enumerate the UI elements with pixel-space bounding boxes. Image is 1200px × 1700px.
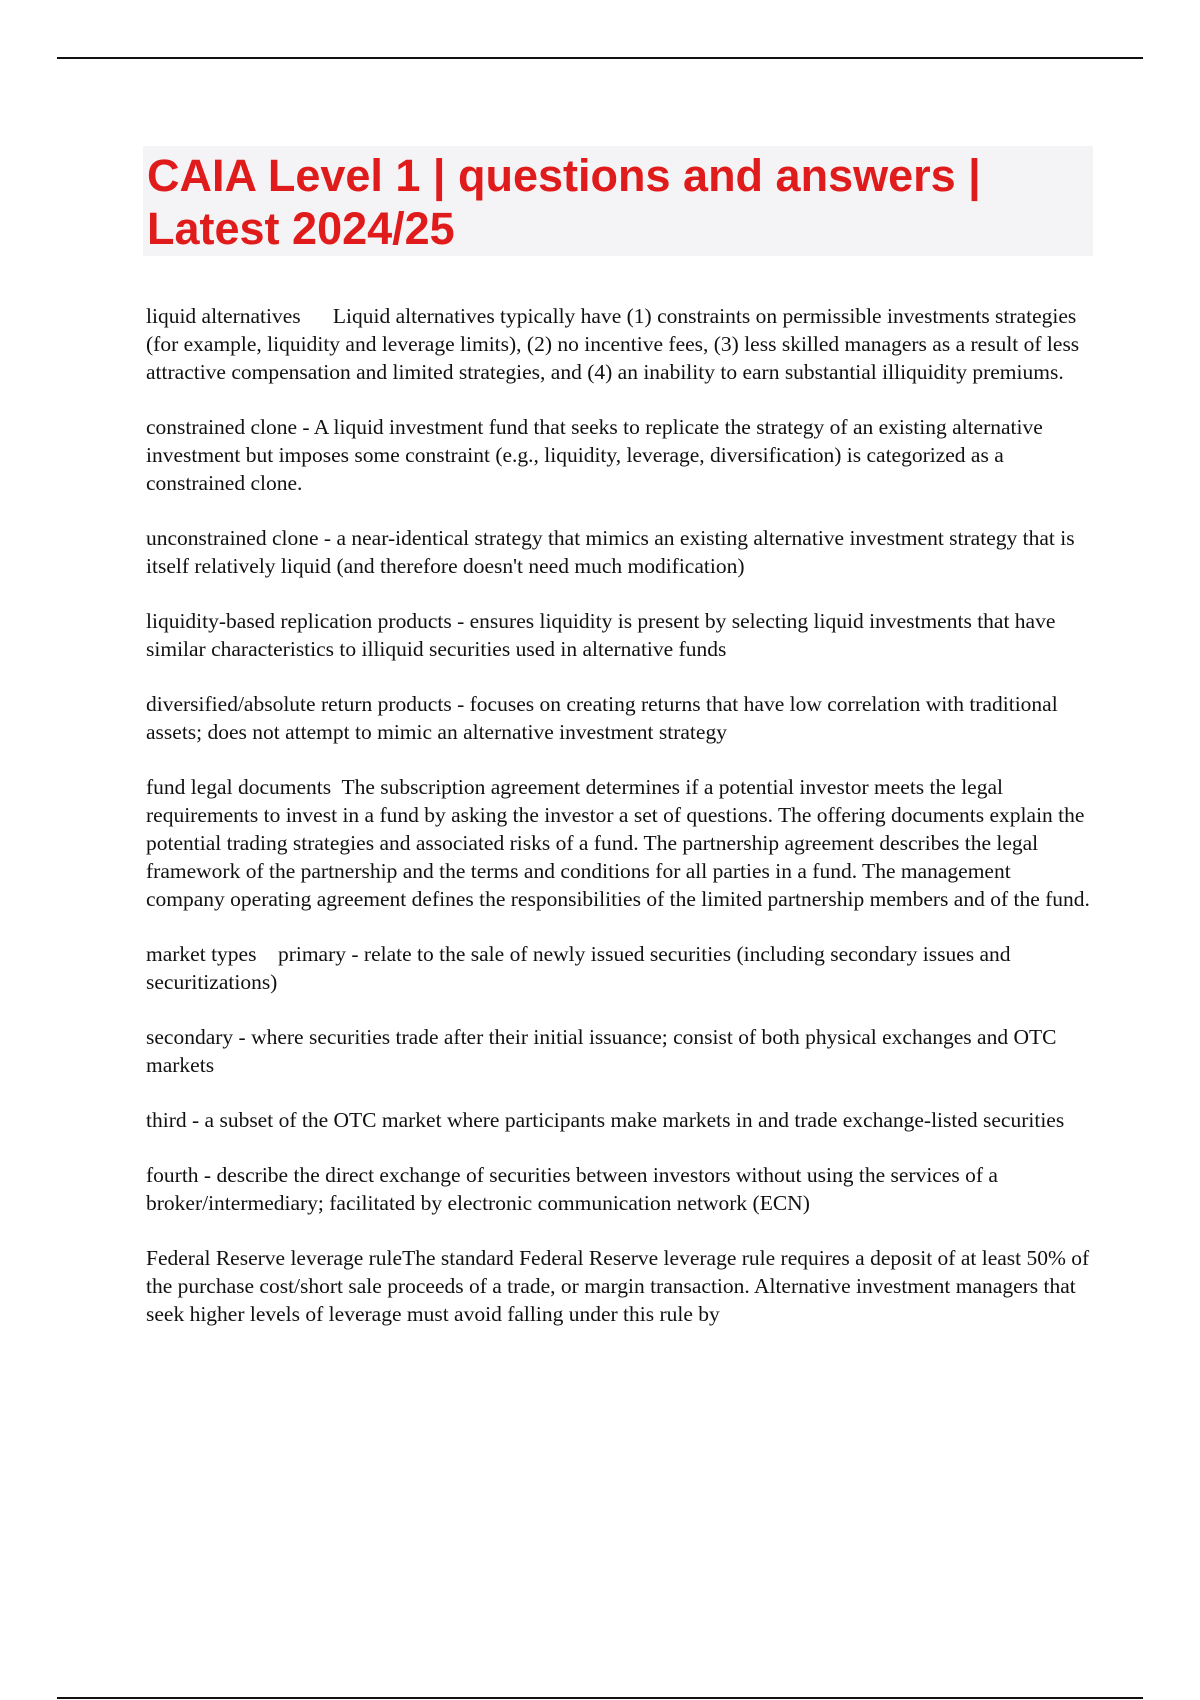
entry-separator — [256, 942, 278, 966]
entry-definition: The standard Federal Reserve leverage rule requires a deposit of at least 50% of the purchase cost/short sale proceeds of a trade, or margin transaction. Alternative investment managers that seek higher levels of leverage must avoid falling under this rule by — [146, 1246, 1095, 1326]
entry-separator — [331, 775, 341, 799]
document-body — [146, 302, 1095, 1355]
title-banner — [143, 146, 1093, 256]
entry-term: market types — [146, 942, 257, 966]
entry-diversified-absolute-return — [146, 690, 1092, 746]
entry-term: Federal Reserve leverage rule — [146, 1246, 403, 1270]
bottom-divider — [57, 1697, 1143, 1699]
entry-definition: ensures liquidity is present by selecting liquid investments that have similar characteristics to illiquid securities used in alternative funds — [146, 609, 1061, 661]
entry-separator — [301, 304, 333, 328]
entry-term: liquid alternatives — [146, 304, 301, 328]
entry-definition: The subscription agreement determines if a potential investor meets the legal requirements to invest in a fund by asking the investor a set of questions. The offering documents explain the potential trading strategies and associated risks of a fund. The partnership agreement describes the legal framework of the partnership and the terms and conditions for all parties in a fund. The management company operating agreement defines the responsibilities of the limited partnership members and of the fund. — [146, 775, 1090, 911]
entry-unconstrained-clone — [146, 524, 1092, 580]
entry-separator: - — [198, 1163, 217, 1187]
entry-term: unconstrained clone — [146, 526, 319, 550]
entry-definition: Liquid alternatives typically have (1) constraints on permissible investments strategies (for example, liquidity and leverage limits), (2) no incentive fees, (3) less skilled managers as a result of less attractive compensation and limited strategies, and (4) an inability to earn substantial illiquidity premiums. — [146, 304, 1085, 384]
entry-term: fund legal documents — [146, 775, 332, 799]
entry-term: constrained clone — [146, 415, 298, 439]
entry-term: liquidity-based replication products — [146, 609, 452, 633]
top-divider — [57, 57, 1143, 59]
entry-separator: - — [186, 1108, 205, 1132]
document-title: CAIA Level 1 | questions and answers | Latest 2024/25 — [147, 150, 981, 254]
entry-separator: - — [297, 415, 314, 439]
entry-constrained-clone — [146, 413, 1092, 497]
entry-fourth — [146, 1161, 1092, 1217]
entry-fund-legal-documents — [146, 773, 1092, 913]
entry-separator: - — [233, 1025, 252, 1049]
entry-market-types — [146, 940, 1092, 996]
entry-liquid-alternatives — [146, 302, 1092, 386]
entry-definition: primary - relate to the sale of newly issued securities (including secondary issues and securitizations) — [146, 942, 1016, 994]
entry-term: third — [146, 1108, 187, 1132]
entry-federal-reserve-leverage-rule — [146, 1244, 1095, 1328]
entry-separator: - — [318, 526, 337, 550]
entry-term: fourth — [146, 1163, 199, 1187]
entry-definition: describe the direct exchange of securities between investors without using the services of a broker/intermediary; facilitated by electronic communication network (ECN) — [146, 1163, 1004, 1215]
entry-separator: - — [451, 692, 470, 716]
entry-liquidity-based-replication — [146, 607, 1092, 663]
entry-definition: a subset of the OTC market where participants make markets in and trade exchange-listed securities — [204, 1108, 1065, 1132]
entry-definition: where securities trade after their initial issuance; consist of both physical exchanges and OTC markets — [146, 1025, 1062, 1077]
entry-secondary — [146, 1023, 1092, 1079]
entry-definition: A liquid investment fund that seeks to replicate the strategy of an existing alternative investment but imposes some constraint (e.g., liquidity, leverage, diversification) is categorized as a constrained clone. — [146, 415, 1049, 495]
entry-separator: - — [451, 609, 470, 633]
entry-definition: a near-identical strategy that mimics an existing alternative investment strategy that is itself relatively liquid (and therefore doesn't need much modification) — [146, 526, 1080, 578]
entry-definition: focuses on creating returns that have low correlation with traditional assets; does not attempt to mimic an alternative investment strategy — [146, 692, 1064, 744]
entry-term: secondary — [146, 1025, 234, 1049]
entry-third — [146, 1106, 1092, 1134]
entry-term: diversified/absolute return products — [146, 692, 452, 716]
